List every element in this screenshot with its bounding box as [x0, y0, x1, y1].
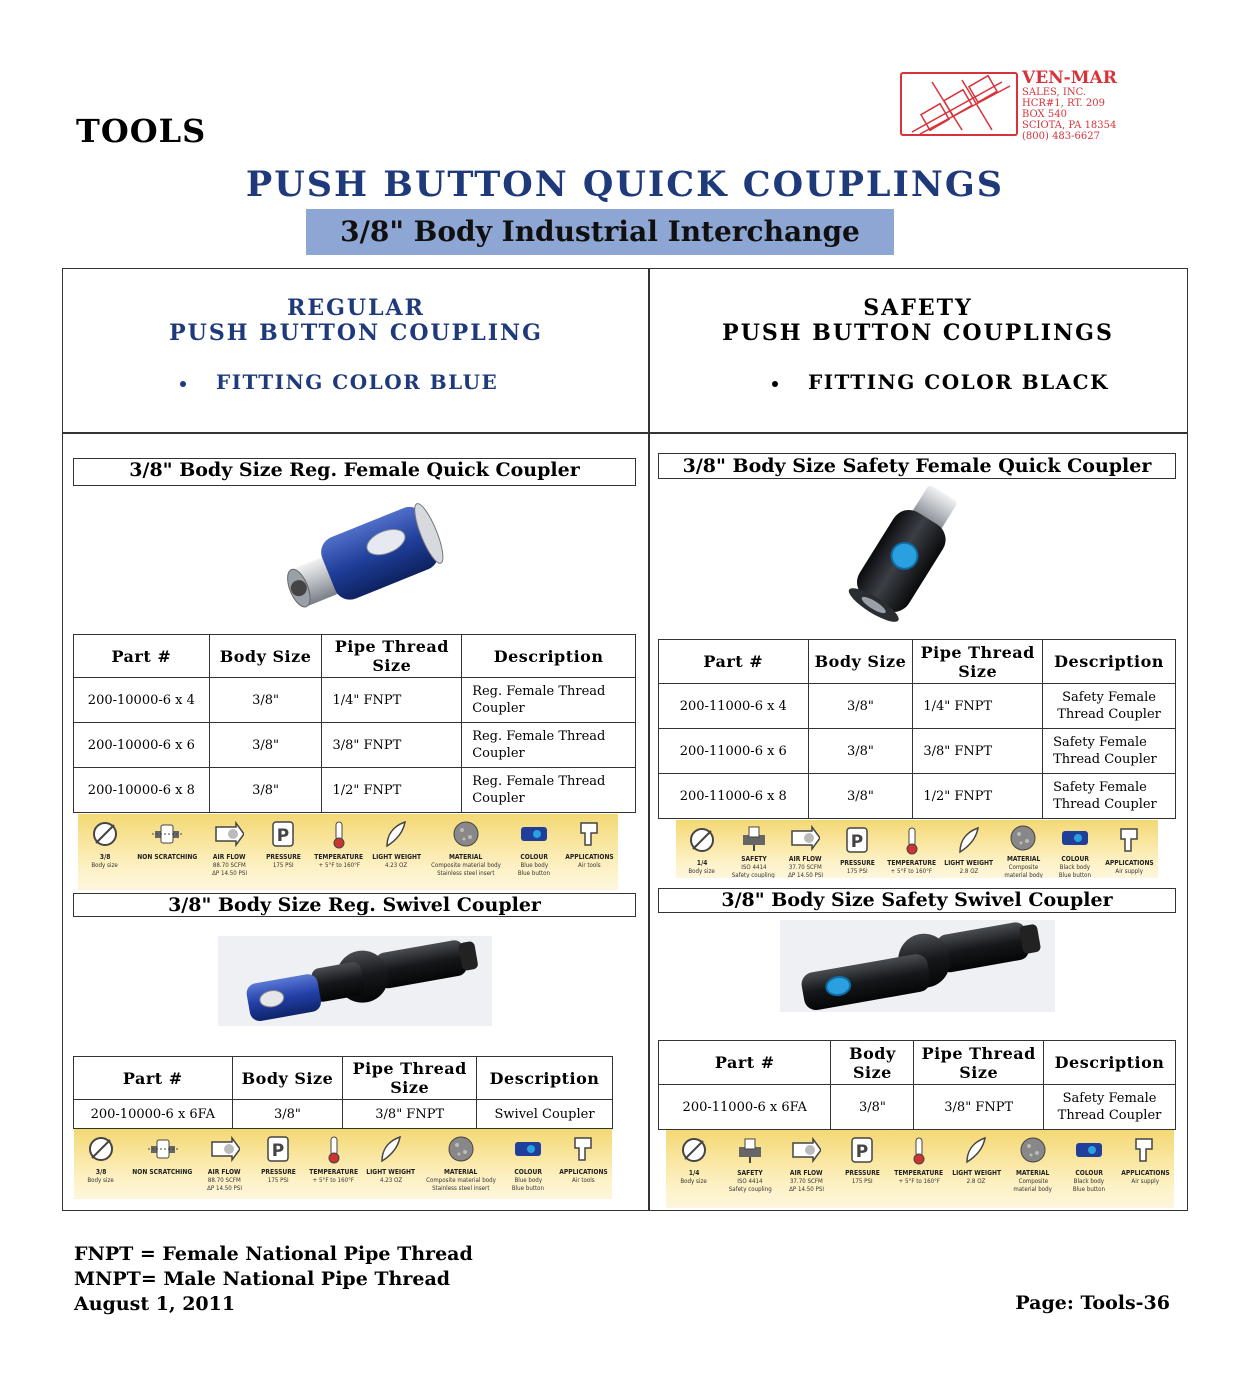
part-number: 200-10000-6 x 6 — [74, 723, 210, 768]
table-row — [74, 678, 636, 723]
table-row — [659, 729, 1176, 774]
column-header: Pipe Thread Size — [343, 1057, 477, 1100]
feature-title: MATERIAL — [449, 853, 483, 861]
part-number: 200-10000-6 x 6FA — [74, 1100, 233, 1129]
feature-title: LIGHT WEIGHT — [951, 1169, 1001, 1177]
description: Swivel Coupler — [477, 1100, 613, 1129]
table-row — [74, 768, 636, 813]
logo-line: (800) 483-6627 — [1022, 131, 1100, 142]
table-row — [659, 1085, 1176, 1130]
feature-detail: ΔP 14.50 PSI — [788, 1185, 824, 1193]
body-size: 3/8" — [808, 729, 913, 774]
safety-female-table — [658, 639, 1176, 819]
feature-detail: Blue body — [514, 1176, 543, 1184]
logo-mark-icon — [900, 72, 1018, 136]
reg-swivel-coupler-image — [218, 936, 492, 1026]
feature-title: SAFETY — [740, 855, 767, 863]
svg-text:P: P — [855, 1142, 869, 1162]
company-logo — [900, 70, 1160, 142]
safety-heading — [650, 296, 1186, 346]
feature-detail: 88.70 SCFM — [212, 861, 246, 869]
feather-icon — [376, 1132, 406, 1166]
main-title: PUSH BUTTON QUICK COUPLINGS — [245, 164, 1005, 205]
reg-female-table — [73, 634, 636, 813]
feature-title: NON SCRATCHING — [132, 1168, 193, 1176]
feature-colour — [507, 814, 561, 890]
reg-female-feature-strip — [78, 814, 618, 890]
temperature-icon — [319, 1132, 349, 1166]
logo-name: VEN-MAR — [1022, 68, 1117, 88]
diameter-icon — [679, 1133, 709, 1167]
thread-size: 1/4" FNPT — [322, 678, 462, 723]
body-size: 3/8" — [209, 678, 322, 723]
applications-icon — [575, 817, 605, 851]
feature-temperature — [305, 1129, 362, 1199]
body-size: 3/8" — [209, 723, 322, 768]
feature-title: LIGHT WEIGHT — [371, 853, 421, 861]
thread-size: 3/8" FNPT — [914, 1085, 1044, 1130]
column-header: Pipe Thread Size — [322, 635, 462, 678]
feather-icon — [961, 1133, 991, 1167]
safety-icon — [735, 1133, 765, 1167]
feature-air-flow — [779, 820, 831, 878]
feature-air-flow — [198, 1129, 251, 1199]
feature-title: 1/4 — [688, 1169, 700, 1177]
safety-female-feature-strip — [676, 820, 1158, 878]
feature-detail: Body size — [91, 861, 119, 869]
feature-air-flow — [202, 814, 256, 890]
body-size: 3/8" — [808, 774, 913, 819]
regular-bullet-text: FITTING COLOR BLUE — [216, 370, 499, 394]
safety-female-coupler-image — [830, 486, 980, 624]
description: Safety Female Thread Coupler — [1043, 684, 1176, 729]
feature-detail: 88.70 SCFM — [208, 1176, 242, 1184]
feature-non-scratching — [132, 814, 203, 890]
feature-title: MATERIAL — [1016, 1169, 1050, 1177]
body-size: 3/8" — [209, 768, 322, 813]
logo-line: HCR#1, RT. 209 — [1022, 98, 1105, 109]
feature-title: NON SCRATCHING — [137, 853, 198, 861]
feature-detail: Stainless steel insert — [437, 869, 495, 877]
feature-detail: Composite — [1018, 1177, 1048, 1185]
column-header: Part # — [659, 640, 809, 684]
feature-temperature — [310, 814, 367, 890]
air-flow-icon — [210, 1132, 240, 1166]
body-size: 3/8" — [808, 684, 913, 729]
feature-title: MATERIAL — [443, 1168, 478, 1176]
feature-temperature — [890, 1130, 947, 1208]
feature-detail: Black body — [1059, 863, 1091, 871]
feature-detail: ISO 4414 — [740, 863, 767, 871]
part-number: 200-11000-6 x 6 — [659, 729, 809, 774]
feature-detail: 37.70 SCFM — [788, 863, 822, 871]
page-heading: TOOLS — [76, 112, 207, 150]
description: Safety Female Thread Coupler — [1044, 1085, 1176, 1130]
feature-title: AIR FLOW — [789, 1169, 823, 1177]
thread-size: 3/8" FNPT — [913, 729, 1043, 774]
svg-text:P: P — [271, 1141, 285, 1161]
part-number: 200-10000-6 x 8 — [74, 768, 210, 813]
safety-bullet-text: FITTING COLOR BLACK — [808, 370, 1109, 394]
thread-size: 1/4" FNPT — [913, 684, 1043, 729]
feature-pressure — [831, 820, 883, 878]
feature-pressure — [256, 814, 310, 890]
feature-diameter — [74, 1129, 127, 1199]
svg-text:P: P — [277, 826, 290, 846]
material-icon — [446, 1132, 476, 1166]
material-icon — [1018, 1133, 1048, 1167]
feature-title: PRESSURE — [839, 859, 875, 867]
feature-title: COLOUR — [520, 853, 548, 861]
table-row — [74, 1100, 613, 1129]
colour-icon — [1074, 1133, 1104, 1167]
feature-title: APPLICATIONS — [1105, 859, 1154, 867]
feature-detail: Air tools — [572, 1176, 595, 1184]
diameter-icon — [90, 817, 120, 851]
non-scratching-icon — [148, 1132, 178, 1166]
column-header: Body Size — [831, 1041, 914, 1085]
feature-pressure — [251, 1129, 304, 1199]
feature-detail: 37.70 SCFM — [789, 1177, 823, 1185]
feature-colour — [1061, 1130, 1117, 1208]
part-number: 200-11000-6 x 6FA — [659, 1085, 831, 1130]
non-scratching-icon — [152, 817, 182, 851]
regular-heading-line2: PUSH BUTTON COUPLING — [169, 320, 543, 346]
feature-title: 3/8 — [99, 853, 111, 861]
column-header: Part # — [659, 1041, 831, 1085]
feature-title: APPLICATIONS — [565, 853, 614, 861]
feature-detail: material body — [1013, 1185, 1053, 1193]
applications-icon — [1115, 823, 1145, 857]
feature-detail: Composite — [1008, 863, 1039, 871]
description: Safety Female Thread Coupler — [1043, 729, 1176, 774]
feature-feather — [368, 814, 425, 890]
safety-swivel-title: 3/8" Body Size Safety Swivel Coupler — [658, 888, 1176, 913]
feature-detail: Blue button — [1059, 871, 1092, 878]
colour-icon — [513, 1132, 543, 1166]
feature-detail: Composite material body — [431, 861, 501, 869]
thread-size: 1/2" FNPT — [913, 774, 1043, 819]
feature-pressure — [834, 1130, 890, 1208]
feature-title: TEMPERATURE — [314, 853, 364, 861]
feature-detail: Air tools — [578, 861, 601, 869]
logo-line: BOX 540 — [1022, 109, 1067, 120]
description: Safety Female Thread Coupler — [1043, 774, 1176, 819]
feature-title: LIGHT WEIGHT — [366, 1168, 416, 1176]
applications-icon — [569, 1132, 599, 1166]
column-header: Description — [477, 1057, 613, 1100]
feature-diameter — [666, 1130, 722, 1208]
feature-title: COLOUR — [514, 1168, 543, 1176]
feature-title: MATERIAL — [1006, 855, 1041, 863]
column-header: Part # — [74, 1057, 233, 1100]
feature-detail: 2.8 OZ — [959, 867, 979, 875]
feature-detail: 175 PSI — [272, 861, 294, 869]
feature-detail: 4.23 OZ — [379, 1176, 402, 1184]
feature-detail: Safety coupling — [728, 1185, 772, 1193]
feature-detail: Black body — [1073, 1177, 1105, 1185]
safety-swivel-table — [658, 1040, 1176, 1130]
feature-detail: + 5°F to 160°F — [890, 867, 933, 875]
logo-line: SALES, INC. — [1022, 87, 1087, 98]
table-row — [74, 723, 636, 768]
pressure-icon — [847, 1133, 877, 1167]
feature-applications — [555, 1129, 612, 1199]
feature-detail: ΔP 14.50 PSI — [211, 869, 247, 877]
feature-colour — [1049, 820, 1101, 878]
pressure-icon — [268, 817, 298, 851]
feature-title: SAFETY — [737, 1169, 763, 1177]
thread-size: 3/8" FNPT — [322, 723, 462, 768]
body-size: 3/8" — [232, 1100, 343, 1129]
footer-date: August 1, 2011 — [74, 1293, 236, 1315]
description: Reg. Female Thread Coupler — [462, 768, 636, 813]
bullet-icon — [180, 381, 186, 387]
diameter-icon — [687, 823, 717, 857]
reg-female-coupler-image — [270, 498, 450, 618]
feature-feather — [948, 1130, 1005, 1208]
feature-title: 1/4 — [696, 859, 708, 867]
feature-detail: + 5°F to 160°F — [318, 861, 360, 869]
material-icon — [1008, 823, 1038, 853]
applications-icon — [1130, 1133, 1160, 1167]
part-number: 200-11000-6 x 8 — [659, 774, 809, 819]
air-flow-icon — [790, 823, 820, 853]
feature-detail: 175 PSI — [267, 1176, 289, 1184]
feature-non-scratching — [127, 1129, 198, 1199]
feature-colour — [502, 1129, 555, 1199]
safety-bullet — [772, 370, 1109, 394]
feature-safety — [722, 1130, 778, 1208]
header-divider — [62, 432, 1188, 434]
feature-feather — [940, 820, 997, 878]
column-header: Pipe Thread Size — [914, 1041, 1044, 1085]
feature-diameter — [676, 820, 728, 878]
feature-title: COLOUR — [1061, 855, 1089, 863]
feature-detail: 4.23 OZ — [385, 861, 408, 869]
feature-title: PRESSURE — [844, 1169, 880, 1177]
feature-detail: ΔP 14.50 PSI — [787, 871, 823, 878]
table-row — [659, 684, 1176, 729]
column-divider — [648, 268, 650, 1211]
feature-detail: Composite material body — [425, 1176, 496, 1184]
feature-detail: ISO 4414 — [737, 1177, 763, 1185]
column-header: Body Size — [209, 635, 322, 678]
feature-title: AIR FLOW — [213, 853, 246, 861]
safety-icon — [739, 823, 769, 853]
feature-title: AIR FLOW — [788, 855, 822, 863]
pressure-icon — [842, 823, 872, 857]
feature-title: PRESSURE — [265, 853, 301, 861]
thread-size: 1/2" FNPT — [322, 768, 462, 813]
column-header: Body Size — [808, 640, 913, 684]
part-number: 200-10000-6 x 4 — [74, 678, 210, 723]
feature-detail: 175 PSI — [851, 1177, 873, 1185]
feature-title: TEMPERATURE — [894, 1169, 944, 1177]
feature-detail: + 5°F to 160°F — [898, 1177, 940, 1185]
thread-size: 3/8" FNPT — [343, 1100, 477, 1129]
feature-material — [425, 814, 507, 890]
feature-detail: Body size — [87, 1176, 114, 1184]
feature-title: TEMPERATURE — [309, 1168, 358, 1176]
regular-heading — [64, 296, 648, 346]
feature-title: 3/8 — [95, 1168, 106, 1176]
feature-material — [1005, 1130, 1061, 1208]
footer-fnpt: FNPT = Female National Pipe Thread — [74, 1243, 473, 1265]
feature-title: PRESSURE — [260, 1168, 296, 1176]
regular-bullet — [180, 370, 498, 394]
feature-detail: 2.8 OZ — [966, 1177, 986, 1185]
feature-diameter — [78, 814, 132, 890]
table-row — [659, 774, 1176, 819]
feature-material — [998, 820, 1050, 878]
feature-applications — [1101, 820, 1158, 878]
feature-title: APPLICATIONS — [559, 1168, 608, 1176]
feature-material — [420, 1129, 502, 1199]
column-header: Part # — [74, 635, 210, 678]
feature-title: TEMPERATURE — [887, 859, 936, 867]
feature-title: APPLICATIONS — [1121, 1169, 1170, 1177]
air-flow-icon — [214, 817, 244, 851]
feature-title: AIR FLOW — [208, 1168, 242, 1176]
column-header: Description — [1043, 640, 1176, 684]
feature-detail: Blue button — [512, 1184, 545, 1192]
feature-detail: Air supply — [1115, 867, 1144, 875]
feature-detail: Safety coupling — [732, 871, 776, 878]
safety-swivel-feature-strip — [666, 1130, 1174, 1208]
safety-female-title: 3/8" Body Size Safety Female Quick Coupler — [658, 453, 1176, 479]
feature-detail: Blue button — [1072, 1185, 1106, 1193]
feature-temperature — [883, 820, 940, 878]
feature-detail: Blue body — [520, 861, 548, 869]
description: Reg. Female Thread Coupler — [462, 723, 636, 768]
logo-line: SCIOTA, PA 18354 — [1022, 120, 1117, 131]
feature-detail: Blue button — [517, 869, 551, 877]
colour-icon — [1060, 823, 1090, 853]
colour-icon — [519, 817, 549, 851]
feature-detail: Air supply — [1131, 1177, 1160, 1185]
subtitle-band: 3/8" Body Industrial Interchange — [306, 209, 894, 255]
feather-icon — [381, 817, 411, 851]
feature-title: LIGHT WEIGHT — [944, 859, 994, 867]
diameter-icon — [86, 1132, 116, 1166]
feature-detail: material body — [1004, 871, 1043, 878]
material-icon — [451, 817, 481, 851]
feature-title: COLOUR — [1075, 1169, 1103, 1177]
part-number: 200-11000-6 x 4 — [659, 684, 809, 729]
footer-mnpt: MNPT= Male National Pipe Thread — [74, 1268, 451, 1290]
feature-detail: Body size — [680, 1177, 708, 1185]
feature-detail: Stainless steel insert — [431, 1184, 490, 1192]
pressure-icon — [263, 1132, 293, 1166]
column-header: Description — [462, 635, 636, 678]
temperature-icon — [904, 1133, 934, 1167]
reg-swivel-feature-strip — [74, 1129, 612, 1199]
feature-safety — [728, 820, 780, 878]
bullet-icon — [772, 381, 778, 387]
column-header: Description — [1044, 1041, 1176, 1085]
reg-swivel-title: 3/8" Body Size Reg. Swivel Coupler — [73, 893, 636, 917]
feature-detail: 175 PSI — [846, 867, 868, 875]
feature-detail: ΔP 14.50 PSI — [207, 1184, 243, 1192]
temperature-icon — [324, 817, 354, 851]
description: Reg. Female Thread Coupler — [462, 678, 636, 723]
feature-detail: Body size — [688, 867, 716, 875]
safety-heading-line1: SAFETY — [863, 295, 973, 321]
feature-feather — [362, 1129, 419, 1199]
feather-icon — [954, 823, 984, 857]
svg-text:P: P — [850, 832, 864, 852]
feature-applications — [561, 814, 618, 890]
column-header: Pipe Thread Size — [913, 640, 1043, 684]
feature-detail: + 5°F to 160°F — [312, 1176, 355, 1184]
temperature-icon — [897, 823, 927, 857]
reg-swivel-table — [73, 1056, 613, 1129]
body-size: 3/8" — [831, 1085, 914, 1130]
feature-air-flow — [778, 1130, 834, 1208]
reg-female-title: 3/8" Body Size Reg. Female Quick Coupler — [73, 458, 636, 486]
column-header: Body Size — [232, 1057, 343, 1100]
page-number: Page: Tools-36 — [1015, 1292, 1170, 1314]
air-flow-icon — [791, 1133, 821, 1167]
safety-swivel-coupler-image — [780, 920, 1055, 1012]
regular-heading-line1: REGULAR — [287, 295, 425, 321]
feature-applications — [1117, 1130, 1174, 1208]
safety-heading-line2: PUSH BUTTON COUPLINGS — [722, 320, 1114, 346]
